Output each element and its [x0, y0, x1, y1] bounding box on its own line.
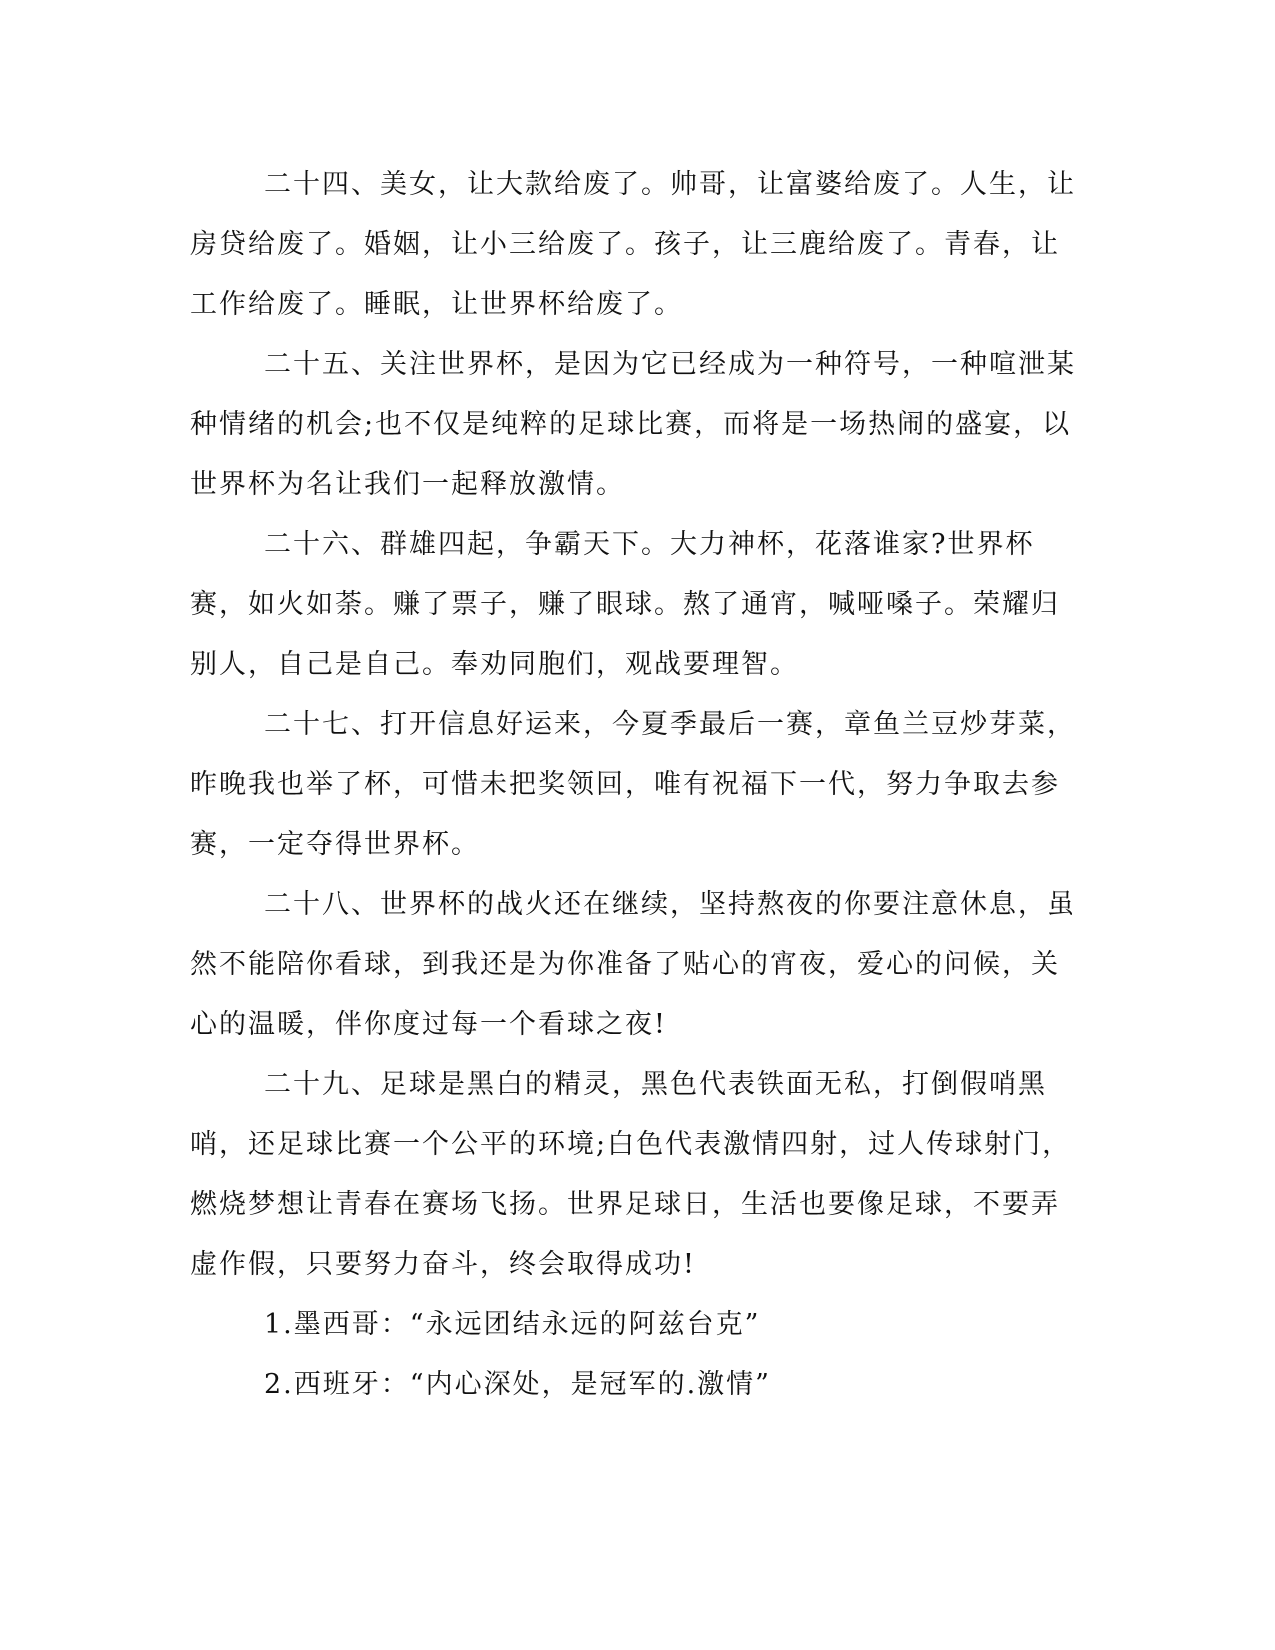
- document-body: [190, 155, 1080, 1415]
- paragraph-26: 二十六、群雄四起，争霸天下。大力神杯，花落谁家?世界杯赛，如火如荼。赚了票子，赚了眼球。熬了通宵，喊哑嗓子。荣耀归别人，自己是自己。奉劝同胞们，观战要理智。: [190, 529, 1060, 680]
- paragraph-25: 二十五、关注世界杯，是因为它已经成为一种符号，一种喧泄某种情绪的机会;也不仅是纯粹的足球比赛，而将是一场热闹的盛宴，以世界杯为名让我们一起释放激情。: [190, 349, 1076, 500]
- paragraph-29: 二十九、足球是黑白的精灵，黑色代表铁面无私，打倒假哨黑哨，还足球比赛一个公平的环境;白色代表激情四射，过人传球射门，燃烧梦想让青春在赛场飞扬。世界足球日，生活也要像足球，不要弄虚作假，只要努力奋斗，终会取得成功!: [190, 1069, 1072, 1280]
- list-item-spain: 2.西班牙：“内心深处，是冠军的.激情”: [264, 1369, 771, 1400]
- paragraph-24: 二十四、美女，让大款给废了。帅哥，让富婆给废了。人生，让房贷给废了。婚姻，让小三给废了。孩子，让三鹿给废了。青春，让工作给废了。睡眠，让世界杯给废了。: [190, 169, 1076, 320]
- paragraph-28: 二十八、世界杯的战火还在继续，坚持熬夜的你要注意休息，虽然不能陪你看球，到我还是为你准备了贴心的宵夜，爱心的问候，关心的温暖，伴你度过每一个看球之夜!: [190, 889, 1076, 1040]
- paragraph-27: 二十七、打开信息好运来，今夏季最后一赛，章鱼兰豆炒芽菜，昨晚我也举了杯，可惜未把奖领回，唯有祝福下一代，努力争取去参赛，一定夺得世界杯。: [190, 709, 1076, 860]
- list-item-mexico: 1.墨西哥：“永远团结永远的阿兹台克”: [264, 1309, 761, 1340]
